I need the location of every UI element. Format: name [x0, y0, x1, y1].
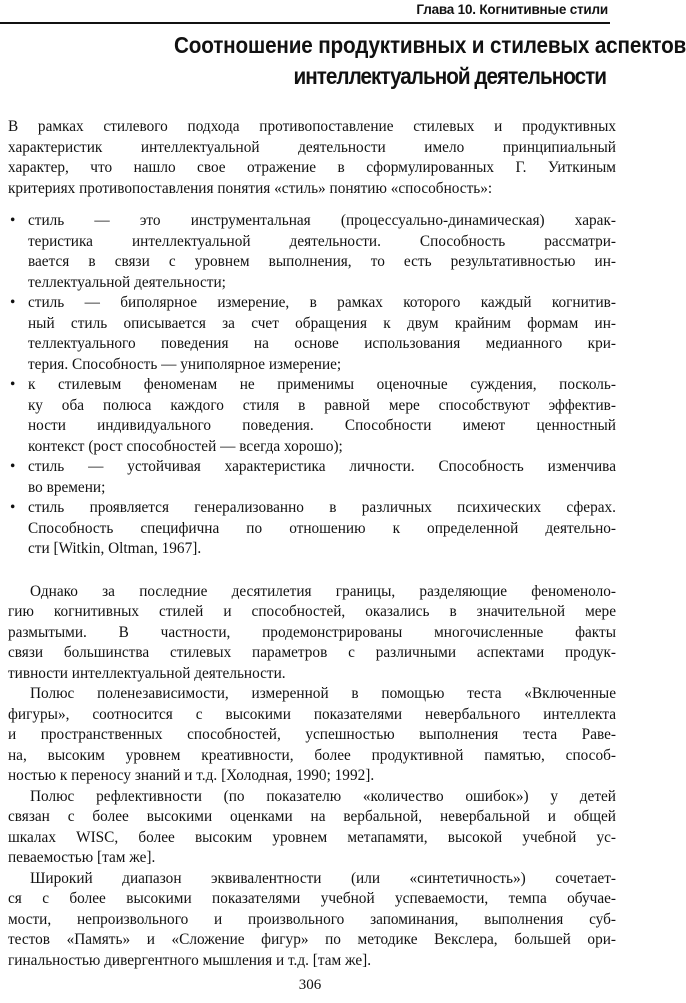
- text-line: Способность специфична по отношению к определенной деятельно-: [28, 519, 616, 537]
- text-line: и пространственных способностей, успешностью выполнения теста Раве-: [8, 726, 616, 743]
- text-line: стиль — это инструментальная (процессуально-динамическая) харак-: [28, 212, 616, 229]
- text-line: гинальностью дивергентного мышления и т.д. [там же].: [8, 951, 372, 969]
- list-item: [8, 457, 616, 498]
- text-line: Полюс поленезависимости, измеренной в помощью теста «Включенные: [30, 685, 616, 702]
- text-line: Полюс рефлективности (по показателю «количество ошибок») у детей: [30, 787, 616, 805]
- page-number: 306: [298, 977, 322, 993]
- section-title-line: интеллектуальной деятельности: [293, 63, 606, 89]
- text-line: характер, что нашло свое отражение в сформулированных Г. Уиткиным: [8, 159, 616, 176]
- text-line: певаемостью [там же].: [8, 849, 156, 866]
- text-line: связи большинства стилевых параметров с различными аспектами продук-: [8, 644, 616, 661]
- paragraph: [8, 582, 616, 685]
- text-line: размытыми. В частности, продемонстрированы многочисленные факты: [8, 623, 616, 641]
- text-line: характеристик интеллектуальной деятельности имело принципиальный: [8, 138, 616, 156]
- text-line: контекст (рост способностей — всегда хорошо);: [28, 437, 343, 455]
- text-line: гию когнитивных стилей и способностей, оказались в значительной мере: [8, 603, 616, 620]
- text-line: сти [Witkin, Oltman, 1967].: [28, 540, 202, 557]
- text-line: теллектуального поведения на основе использования медианного кри-: [28, 335, 616, 352]
- text-line: ный стиль описывается за счет обращения к двум крайним формам ин-: [28, 314, 616, 332]
- text-line: теллектуальной деятельности;: [28, 273, 226, 291]
- bullet-marker: •: [10, 376, 16, 393]
- text-line: критериях противопоставления понятия «стиль» понятию «способность»:: [8, 179, 493, 197]
- header-rule: [0, 22, 610, 24]
- body-text: [8, 117, 616, 971]
- bullet-marker: •: [10, 294, 16, 311]
- intro-paragraph: [8, 117, 616, 199]
- paragraph: [8, 787, 616, 869]
- text-line: стиль проявляется генерализованно в различных психических сферах.: [28, 499, 616, 516]
- text-line: шкалах WISC, более высоким уровнем метапамяти, высокой учебной ус-: [8, 828, 616, 846]
- list-item: [8, 498, 616, 560]
- text-line: мости, непроизвольного и произвольного запоминания, выполнения суб-: [8, 910, 616, 928]
- text-line: к стилевым феноменам не применимы оценочные суждения, посколь-: [28, 376, 616, 393]
- running-head: Глава 10. Когнитивные стили: [416, 2, 608, 17]
- text-line: ся с более высокими показателями учебной успеваемости, темпа обучае-: [8, 890, 616, 907]
- text-line: тестов «Память» и «Сложение фигур» по методике Векслера, большей ори-: [8, 931, 616, 948]
- text-line: на, высоким уровнем креативности, более продуктивной памятью, способ-: [8, 746, 616, 764]
- text-line: ку оба полюса каждого стиля в равной мере способствуют эффектив-: [28, 396, 616, 414]
- paragraph: [8, 684, 616, 787]
- text-line: Однако за последние десятилетия границы, разделяющие феноменоло-: [30, 582, 616, 600]
- text-line: В рамках стилевого подхода противопоставление стилевых и продуктивных: [8, 118, 616, 135]
- bullet-marker: •: [10, 212, 16, 229]
- text-line: во времени;: [28, 478, 106, 496]
- text-line: ности индивидуального поведения. Способности имеют ценностный: [28, 417, 616, 434]
- text-line: Широкий диапазон эквивалентности (или «синтетичность») сочетает-: [30, 869, 616, 887]
- text-line: терия. Способность — униполярное измерение;: [28, 355, 342, 373]
- text-line: теристика интеллектуальной деятельности. Способность рассматри-: [28, 232, 616, 250]
- bullet-marker: •: [10, 458, 16, 475]
- paragraph: [8, 869, 616, 972]
- text-line: ностью к переносу знаний и т.д. [Холодная, 1990; 1992].: [8, 767, 375, 784]
- text-line: фигуры», соотносится с высокими показателями невербального интеллекта: [8, 705, 616, 723]
- list-item: [8, 211, 616, 293]
- text-line: стиль — устойчивая характеристика личности. Способность изменчива: [28, 458, 616, 475]
- text-line: связан с более высокими оценками на вербальной, невербальной и общей: [8, 808, 616, 825]
- list-item: [8, 375, 616, 457]
- section-title: [174, 30, 686, 92]
- text-line: вается в связи с уровнем выполнения, то есть результативностью ин-: [28, 253, 616, 270]
- section-title-line: Соотношение продуктивных и стилевых аспектов: [174, 32, 686, 58]
- list-item: [8, 293, 616, 375]
- text-line: стиль — биполярное измерение, в рамках которого каждый когнитив-: [28, 294, 616, 311]
- criteria-list: [8, 211, 616, 560]
- text-line: тивности интеллектуальной деятельности.: [8, 664, 286, 682]
- bullet-marker: •: [10, 499, 16, 516]
- paragraph-gap: [8, 560, 616, 582]
